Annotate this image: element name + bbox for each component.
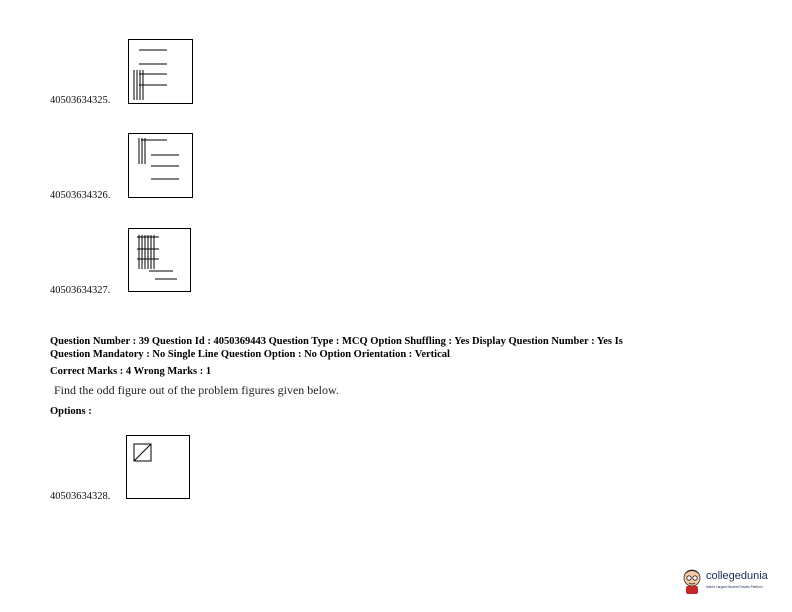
logo-wordmark: collegedunia xyxy=(706,570,768,582)
option-id-label: 40503634327. xyxy=(50,285,111,296)
marks-line: Correct Marks : 4 Wrong Marks : 1 xyxy=(50,366,212,377)
option-figure-2 xyxy=(128,133,193,198)
mascot-icon xyxy=(680,566,706,596)
option-figure-1 xyxy=(128,39,193,104)
option-id-label: 40503634326. xyxy=(50,190,111,201)
question-meta-line-1: Question Number : 39 Question Id : 4050369443 Question Type : MCQ Option Shuffling : Yes Display Question Number : Yes Is xyxy=(50,336,623,347)
option-id-label: 40503634325. xyxy=(50,95,111,106)
collegedunia-logo xyxy=(680,566,790,596)
logo-tagline: India's Largest Student Review Platform xyxy=(706,585,763,589)
question-text: Find the odd figure out of the problem figures given below. xyxy=(54,383,339,397)
options-label: Options : xyxy=(50,406,92,417)
question-meta-line-2: Question Mandatory : No Single Line Question Option : No Option Orientation : Vertical xyxy=(50,348,450,360)
question-meta xyxy=(50,336,740,361)
option-figure-3 xyxy=(128,228,191,292)
option-id-label: 40503634328. xyxy=(50,491,111,502)
option-figure-4 xyxy=(126,435,190,499)
